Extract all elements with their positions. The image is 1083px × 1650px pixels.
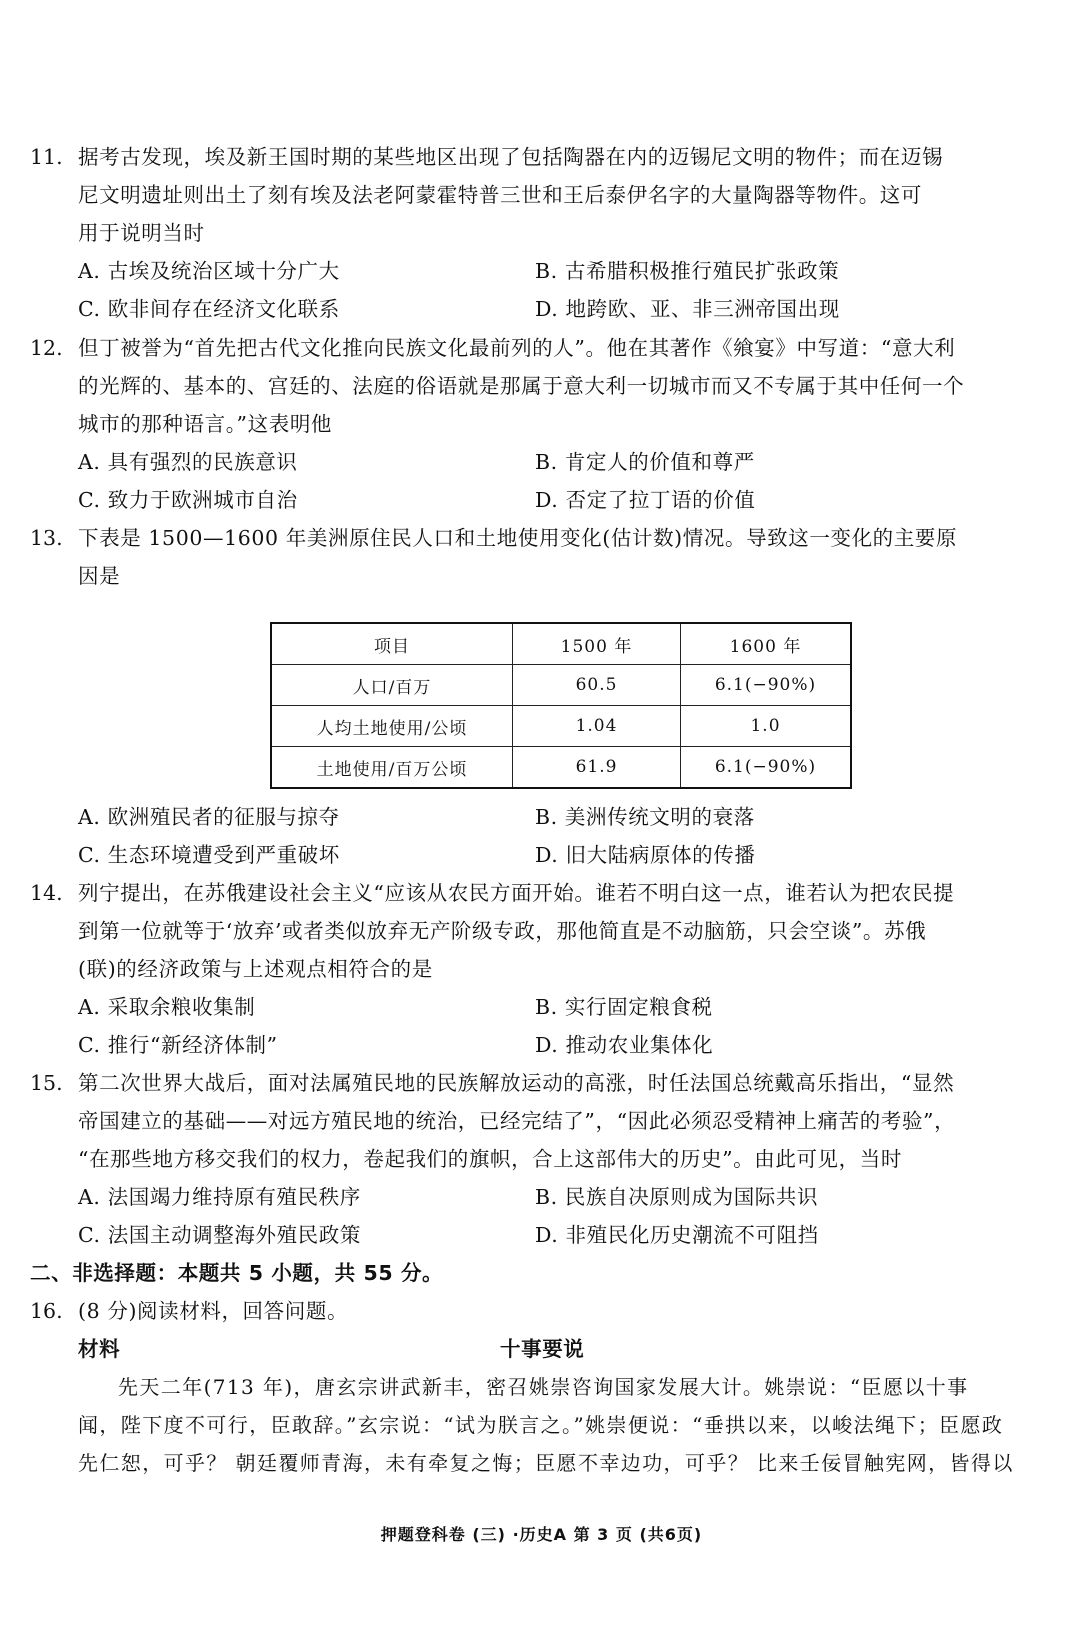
q13-number: 13. xyxy=(30,526,63,550)
q13-option-b: B. 美洲传统文明的衰落 xyxy=(535,805,755,829)
q15-line-1: 第二次世界大战后，面对法属殖民地的民族解放运动的高涨，时任法国总统戴高乐指出，“显然 xyxy=(78,1071,955,1095)
q13-option-a: A. 欧洲殖民者的征服与掠夺 xyxy=(78,805,340,829)
q15-option-b: B. 民族自决原则成为国际共识 xyxy=(535,1185,819,1209)
q11-line-1: 据考古发现，埃及新王国时期的某些地区出现了包括陶器在内的迈锡尼文明的物件；而在迈锡 xyxy=(78,145,944,169)
q13-line-2: 因是 xyxy=(78,564,121,588)
q14-line-3: (联)的经济政策与上述观点相符合的是 xyxy=(78,957,433,981)
table-cell: 人口/百万 xyxy=(271,665,513,706)
q12-option-d: D. 否定了拉丁语的价值 xyxy=(535,488,756,512)
table-cell: 60.5 xyxy=(513,665,681,706)
table-row xyxy=(271,747,851,789)
material-line-3: 先仁恕，可乎？ 朝廷覆师青海，未有牵复之悔；臣愿不幸边功，可乎？ 比来壬佞冒触宪网，皆得以 xyxy=(78,1451,1014,1475)
q12-number: 12. xyxy=(30,336,63,360)
population-land-table xyxy=(270,622,852,789)
q14-option-a: A. 采取余粮收集制 xyxy=(78,995,256,1019)
q12-line-1: 但丁被誉为“首先把古代文化推向民族文化最前列的人”。他在其著作《飨宴》中写道：“意大利 xyxy=(78,336,956,360)
q14-line-2: 到第一位就等于‘放弃’或者类似放弃无产阶级专政，那他简直是不动脑筋，只会空谈”。苏俄 xyxy=(78,919,927,943)
q13-option-c: C. 生态环境遭受到严重破坏 xyxy=(78,843,340,867)
page-footer: 押题登科卷 (三) ·历史A 第 3 页 (共6页) xyxy=(380,1525,703,1544)
q14-line-1: 列宁提出，在苏俄建设社会主义“应该从农民方面开始。谁若不明白这一点，谁若认为把农民提 xyxy=(78,881,955,905)
material-label: 材料 xyxy=(78,1337,121,1361)
q16-stem: (8 分)阅读材料，回答问题。 xyxy=(78,1299,349,1323)
q12-option-b: B. 肯定人的价值和尊严 xyxy=(535,450,755,474)
q16-number: 16. xyxy=(30,1299,63,1323)
table-cell: 6.1(−90%) xyxy=(681,665,852,706)
table-header: 1500 年 xyxy=(513,623,681,665)
q11-option-b: B. 古希腊积极推行殖民扩张政策 xyxy=(535,259,840,283)
table-cell: 1.0 xyxy=(681,706,852,747)
q14-number: 14. xyxy=(30,881,63,905)
q13-option-d: D. 旧大陆病原体的传播 xyxy=(535,843,756,867)
q11-number: 11. xyxy=(30,145,63,169)
q14-option-d: D. 推动农业集体化 xyxy=(535,1033,714,1057)
table-row xyxy=(271,706,851,747)
table-row xyxy=(271,665,851,706)
table-header: 项目 xyxy=(271,623,513,665)
table-cell: 土地使用/百万公顷 xyxy=(271,747,513,789)
q11-line-2: 尼文明遗址则出土了刻有埃及法老阿蒙霍特普三世和王后泰伊名字的大量陶器等物件。这可 xyxy=(78,183,922,207)
q12-line-2: 的光辉的、基本的、宫廷的、法庭的俗语就是那属于意大利一切城市而又不专属于其中任何一个 xyxy=(78,374,965,398)
q12-option-a: A. 具有强烈的民族意识 xyxy=(78,450,298,474)
material-line-2: 闻，陛下度不可行，臣敢辞。”玄宗说：“试为朕言之。”姚崇便说：“垂拱以来，以峻法绳下；臣愿政 xyxy=(78,1413,1004,1437)
q15-line-2: 帝国建立的基础——对远方殖民地的统治，已经完结了”，“因此必须忍受精神上痛苦的考验”， xyxy=(78,1109,956,1133)
table-header-row xyxy=(271,623,851,665)
material-line-1: 先天二年(713 年)，唐玄宗讲武新丰，密召姚崇咨询国家发展大计。姚崇说：“臣愿以十事 xyxy=(118,1375,969,1399)
q15-option-d: D. 非殖民化历史潮流不可阻挡 xyxy=(535,1223,819,1247)
q14-option-c: C. 推行“新经济体制” xyxy=(78,1033,278,1057)
q15-number: 15. xyxy=(30,1071,63,1095)
section-heading: 二、非选择题：本题共 5 小题，共 55 分。 xyxy=(30,1261,444,1285)
table-cell: 6.1(−90%) xyxy=(681,747,852,789)
q13-line-1: 下表是 1500—1600 年美洲原住民人口和土地使用变化(估计数)情况。导致这一变化的主要原 xyxy=(78,526,958,550)
q11-option-a: A. 古埃及统治区域十分广大 xyxy=(78,259,340,283)
q11-option-d: D. 地跨欧、亚、非三洲帝国出现 xyxy=(535,297,840,321)
table-cell: 1.04 xyxy=(513,706,681,747)
q14-option-b: B. 实行固定粮食税 xyxy=(535,995,713,1019)
table-cell: 人均土地使用/公顷 xyxy=(271,706,513,747)
q15-line-3: “在那些地方移交我们的权力，卷起我们的旗帜，合上这部伟大的历史”。由此可见，当时 xyxy=(78,1147,902,1171)
table-header: 1600 年 xyxy=(681,623,852,665)
q11-option-c: C. 欧非间存在经济文化联系 xyxy=(78,297,340,321)
q12-option-c: C. 致力于欧洲城市自治 xyxy=(78,488,298,512)
q12-line-3: 城市的那种语言。”这表明他 xyxy=(78,412,333,436)
q11-line-3: 用于说明当时 xyxy=(78,221,205,245)
q15-option-c: C. 法国主动调整海外殖民政策 xyxy=(78,1223,361,1247)
q15-option-a: A. 法国竭力维持原有殖民秩序 xyxy=(78,1185,361,1209)
material-title: 十事要说 xyxy=(500,1337,585,1361)
table-cell: 61.9 xyxy=(513,747,681,789)
